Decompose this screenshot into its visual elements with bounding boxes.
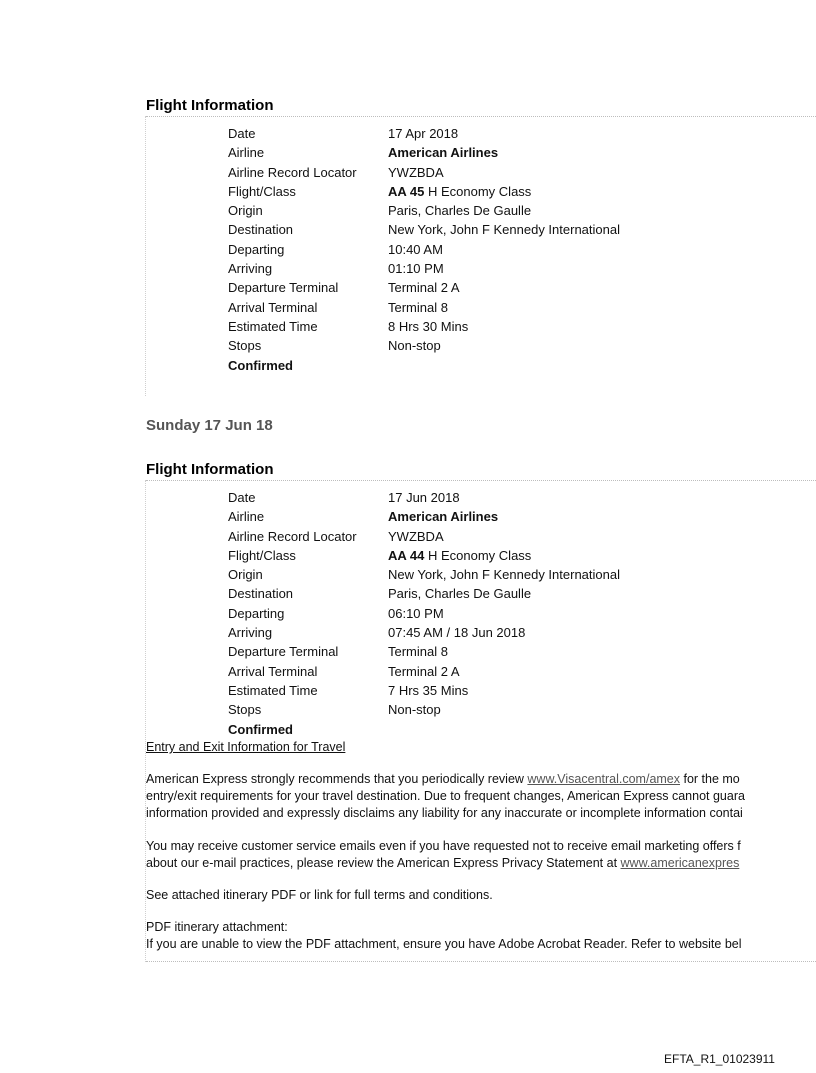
visa-notice-line-1-text: American Express strongly recommends that you periodically review bbox=[146, 772, 528, 786]
flight-1-row-class bbox=[228, 184, 620, 203]
flight-1-row-airline bbox=[228, 145, 620, 164]
flight-2-details-table bbox=[228, 490, 620, 741]
flight-1-arrival-terminal-label: Arrival Terminal bbox=[228, 299, 318, 315]
visa-notice-line-1-tail: for the mo bbox=[680, 772, 740, 786]
flight-1-date-value: 17 Apr 2018 bbox=[388, 126, 459, 141]
flight-1-estimated-time-label: Estimated Time bbox=[228, 318, 318, 334]
flight-2-arrival-terminal-label: Arrival Terminal bbox=[228, 663, 318, 679]
flight-1-arrival-terminal-value: Terminal 8 bbox=[388, 299, 448, 315]
flight-2-row-class bbox=[228, 548, 620, 567]
flight-1-row-date bbox=[228, 126, 620, 145]
flight-2-row-locator bbox=[228, 529, 620, 548]
flight-2-stops-value: Non-stop bbox=[388, 702, 441, 718]
flight-1-status: Confirmed bbox=[228, 357, 293, 373]
flight-1-row-locator bbox=[228, 165, 620, 184]
flight-2-row-airline bbox=[228, 509, 620, 528]
flight-2-section-title: Flight Information bbox=[146, 461, 274, 478]
flight-1-arriving-label: Arriving bbox=[228, 261, 273, 277]
flight-2-arriving-label: Arriving bbox=[228, 625, 273, 641]
flight-2-row-departure-terminal bbox=[228, 644, 620, 663]
flight-2-row-destination bbox=[228, 586, 620, 605]
flight-1-departure-terminal-value: Terminal 2 A bbox=[388, 280, 460, 296]
flight-2-class-text: H Economy Class bbox=[424, 547, 532, 563]
flight-1-locator-label: Airline Record Locator bbox=[228, 164, 357, 180]
flight-1-row-departing bbox=[228, 242, 620, 261]
flight-1-origin-value: Paris, Charles De Gaulle bbox=[388, 203, 532, 219]
pdf-attachment-line-1: PDF itinerary attachment: bbox=[146, 920, 288, 934]
flight-2-airline-label: Airline bbox=[228, 509, 265, 525]
flight-2-locator-label: Airline Record Locator bbox=[228, 528, 357, 544]
visacentral-link[interactable]: www.Visacentral.com/amex bbox=[527, 772, 681, 786]
flight-2-departing-value: 06:10 PM bbox=[388, 605, 444, 621]
flight-1-class-value bbox=[388, 184, 620, 203]
flight-1-row-status bbox=[228, 358, 620, 377]
flight-2-departure-terminal-value: Terminal 8 bbox=[388, 644, 448, 660]
entry-exit-info-link[interactable]: Entry and Exit Information for Travel bbox=[146, 740, 346, 754]
flight-1-locator-value: YWZBDA bbox=[388, 164, 444, 180]
flight-1-class-label: Flight/Class bbox=[228, 183, 296, 199]
flight-2-departure-terminal-label: Departure Terminal bbox=[228, 644, 339, 660]
flight-1-origin-label: Origin bbox=[228, 203, 263, 219]
visa-notice-line-2: entry/exit requirements for your travel destination. Due to frequent changes, American Express cannot guara bbox=[146, 789, 745, 803]
flight-1-departing-label: Departing bbox=[228, 241, 285, 257]
visa-notice-line-3: information provided and expressly disclaims any liability for any inaccurate or incomplete information contai bbox=[146, 806, 743, 820]
flight-2-destination-label: Destination bbox=[228, 586, 294, 602]
flight-1-class-text: H Economy Class bbox=[424, 183, 532, 199]
pdf-attachment-paragraph bbox=[146, 919, 816, 953]
flight-1-date-label: Date bbox=[228, 126, 256, 141]
terms-note: See attached itinerary PDF or link for full terms and conditions. bbox=[146, 888, 493, 902]
flight-1-row-arriving bbox=[228, 261, 620, 280]
flight-2-row-origin bbox=[228, 567, 620, 586]
flight-2-estimated-time-value: 7 Hrs 35 Mins bbox=[388, 682, 469, 698]
flight-1-destination-value: New York, John F Kennedy International bbox=[388, 222, 620, 238]
flight-2-arriving-value: 07:45 AM / 18 Jun 2018 bbox=[388, 625, 526, 641]
flight-1-departing-value: 10:40 AM bbox=[388, 241, 443, 257]
flight-2-row-status bbox=[228, 722, 620, 741]
flight-2-locator-value: YWZBDA bbox=[388, 528, 444, 544]
flight-2-origin-label: Origin bbox=[228, 567, 263, 583]
privacy-notice-line-1: You may receive customer service emails even if you have requested not to receive email marketing offers f bbox=[146, 839, 741, 853]
flight-2-origin-value: New York, John F Kennedy International bbox=[388, 567, 620, 583]
flight-1-row-destination bbox=[228, 222, 620, 241]
flight-1-left-border bbox=[145, 116, 146, 396]
document-reference-code: EFTA_R1_01023911 bbox=[664, 1052, 775, 1066]
flight-2-class-label: Flight/Class bbox=[228, 547, 296, 563]
flight-2-row-stops bbox=[228, 702, 620, 721]
flight-1-stops-label: Stops bbox=[228, 338, 262, 354]
flight-1-airline-value: American Airlines bbox=[388, 145, 499, 161]
flight-2-row-estimated-time bbox=[228, 683, 620, 702]
day-heading: Sunday 17 Jun 18 bbox=[146, 417, 273, 434]
flight-2-row-arriving bbox=[228, 625, 620, 644]
flight-1-departure-terminal-label: Departure Terminal bbox=[228, 280, 339, 296]
flight-2-airline-value: American Airlines bbox=[388, 509, 499, 525]
flight-2-stops-label: Stops bbox=[228, 702, 262, 718]
flight-2-date-label: Date bbox=[228, 490, 256, 505]
privacy-notice-paragraph bbox=[146, 838, 816, 872]
privacy-statement-link[interactable]: www.americanexpres bbox=[620, 856, 740, 870]
flight-1-flight-number: AA 45 bbox=[388, 183, 425, 199]
flight-1-destination-label: Destination bbox=[228, 222, 294, 238]
bottom-divider bbox=[146, 961, 816, 962]
flight-2-departing-label: Departing bbox=[228, 605, 285, 621]
flight-2-row-date bbox=[228, 490, 620, 509]
flight-2-row-arrival-terminal bbox=[228, 664, 620, 683]
flight-1-row-estimated-time bbox=[228, 319, 620, 338]
flight-1-row-arrival-terminal bbox=[228, 300, 620, 319]
flight-1-row-origin bbox=[228, 203, 620, 222]
flight-2-arrival-terminal-value: Terminal 2 A bbox=[388, 663, 460, 679]
flight-1-details-table bbox=[228, 126, 620, 377]
flight-1-arriving-value: 01:10 PM bbox=[388, 261, 444, 277]
flight-1-row-stops bbox=[228, 338, 620, 357]
flight-1-estimated-time-value: 8 Hrs 30 Mins bbox=[388, 318, 469, 334]
flight-2-row-departing bbox=[228, 606, 620, 625]
flight-2-estimated-time-label: Estimated Time bbox=[228, 682, 318, 698]
visa-notice-paragraph bbox=[146, 771, 816, 822]
flight-2-date-value: 17 Jun 2018 bbox=[388, 490, 460, 505]
flight-2-status: Confirmed bbox=[228, 721, 293, 737]
flight-1-row-departure-terminal bbox=[228, 280, 620, 299]
flight-2-divider bbox=[146, 480, 816, 481]
flight-2-destination-value: Paris, Charles De Gaulle bbox=[388, 586, 532, 602]
flight-2-flight-number: AA 44 bbox=[388, 547, 425, 563]
flight-1-stops-value: Non-stop bbox=[388, 338, 441, 354]
flight-1-section-title: Flight Information bbox=[146, 97, 274, 114]
flight-1-divider bbox=[146, 116, 816, 117]
flight-2-class-value bbox=[388, 548, 620, 567]
privacy-notice-line-2 bbox=[146, 855, 816, 872]
flight-1-airline-label: Airline bbox=[228, 145, 265, 161]
visa-notice-line-1 bbox=[146, 771, 816, 788]
pdf-attachment-line-2: If you are unable to view the PDF attachment, ensure you have Adobe Acrobat Reader. Refer to website bel bbox=[146, 937, 742, 951]
privacy-notice-line-2-text: about our e-mail practices, please review the American Express Privacy Statement at bbox=[146, 856, 621, 870]
